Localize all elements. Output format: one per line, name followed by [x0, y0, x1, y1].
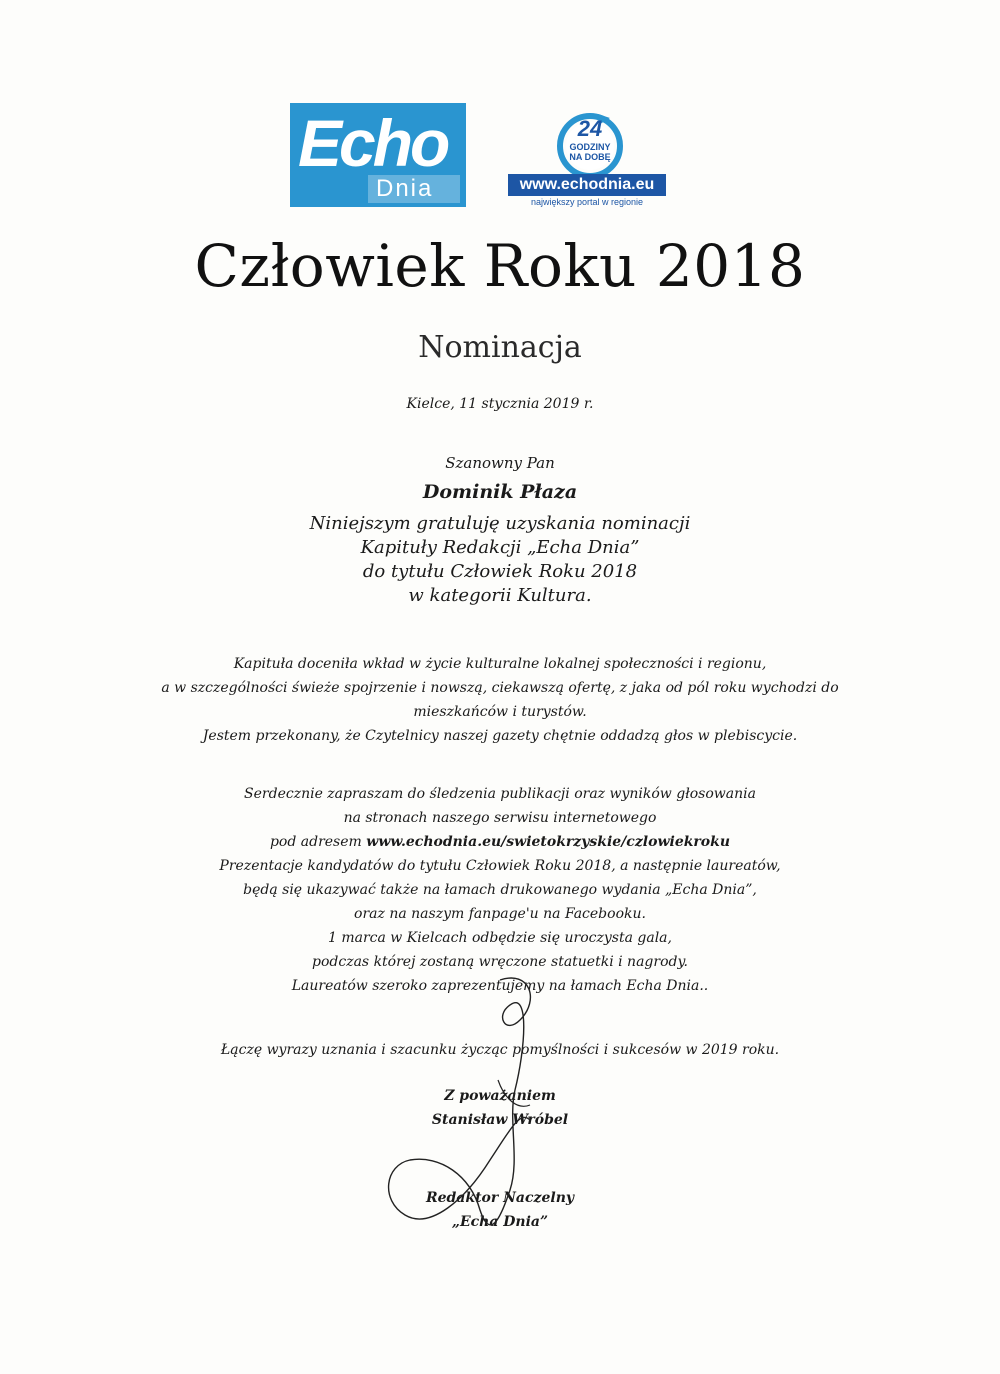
badge-line1: GODZINY — [569, 142, 611, 152]
badge-line2: NA DOBĘ — [569, 152, 611, 162]
paragraph-line: oraz na naszym fanpage'u na Facebooku. — [354, 906, 646, 922]
nomination-line: do tytułu Człowiek Roku 2018 — [362, 561, 638, 582]
salutation: Szanowny Pan — [445, 454, 555, 472]
paragraph-line: na stronach naszego serwisu internetowego — [343, 810, 657, 826]
nomination-line: w kategorii Kultura. — [408, 585, 592, 606]
handwritten-signature-icon — [380, 960, 560, 1250]
voting-url: www.echodnia.eu/swietokrzyskie/czlowiekroku — [366, 834, 731, 850]
signer-org: „Echa Dnia” — [451, 1214, 549, 1230]
paragraph-line: Serdecznie zapraszam do śledzenia publikacji oraz wyników głosowania — [244, 786, 756, 802]
paragraph-line: mieszkańców i turystów. — [413, 704, 587, 720]
recipient-name: Dominik Płaza — [422, 481, 578, 503]
paragraph-line-url — [100, 830, 900, 854]
signer-name: Stanisław Wróbel — [431, 1112, 569, 1128]
signer-title: Redaktor Naczelny — [425, 1190, 575, 1206]
logo-dnia-word: Dnia — [376, 175, 434, 202]
nomination-line: Kapituły Redakcji „Echa Dnia” — [360, 537, 640, 558]
paragraph-line: Prezentacje kandydatów do tytułu Człowiek Roku 2018, a następnie laureatów, — [219, 858, 781, 874]
letter-date: Kielce, 11 stycznia 2019 r. — [406, 396, 594, 412]
closing-line: Łączę wyrazy uznania i szacunku życząc pomyślności i sukcesów w 2019 roku. — [220, 1042, 780, 1058]
url-prefix: pod adresem — [269, 834, 367, 850]
paragraph-line: Laureatów szeroko zaprezentujemy na łamach Echa Dnia.. — [291, 978, 709, 994]
paragraph-line: 1 marca w Kielcach odbędzie się uroczysta gala, — [328, 930, 672, 946]
logo-echo-word: Echo — [298, 106, 448, 180]
badge-tagline: największy portal w regionie — [530, 197, 644, 207]
nomination-line: Niniejszym gratuluję uzyskania nominacji — [309, 513, 691, 534]
badge-number: 24 — [577, 116, 603, 141]
badge-hours-text — [552, 142, 628, 162]
paragraph-line: będą się ukazywać także na łamach drukowanego wydania „Echa Dnia”, — [243, 882, 757, 898]
paragraph-recognition — [100, 652, 900, 748]
nomination-text — [100, 512, 900, 608]
echo-dnia-logo — [290, 103, 466, 207]
page-title: Człowiek Roku 2018 — [194, 232, 806, 300]
regards: Z poważaniem — [444, 1088, 556, 1104]
paragraph-line: a w szczególności świeże spojrzenie i nowszą, ciekawszą ofertę, z jaka od pól roku wychodzi do — [161, 680, 839, 696]
portal-24h-badge — [506, 108, 670, 212]
paragraph-line: Jestem przekonany, że Czytelnicy naszej gazety chętnie oddadzą głos w plebiscycie. — [202, 728, 798, 744]
page-subtitle: Nominacja — [418, 330, 582, 365]
paragraph-line: Kapituła doceniła wkład w życie kulturalne lokalnej społeczności i regionu, — [233, 656, 767, 672]
badge-url: www.echodnia.eu — [508, 174, 666, 196]
paragraph-line: podczas której zostaną wręczone statuetki i nagrody. — [312, 954, 688, 970]
